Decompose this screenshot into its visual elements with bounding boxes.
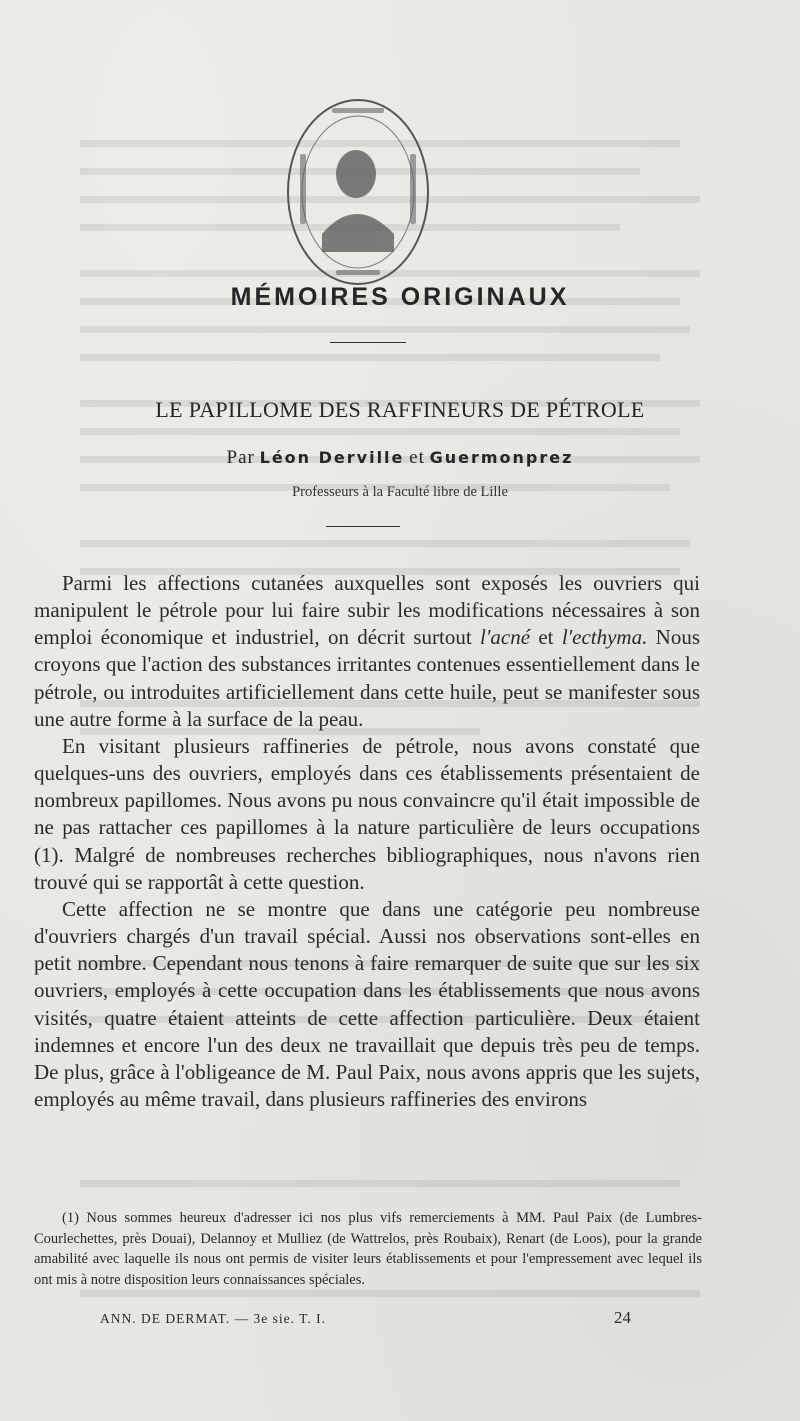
divider-rule (326, 526, 400, 527)
paragraph: Parmi les affections cutanées auxquelles sont exposés les ouvriers qui manipulent le pétrole pour lui faire subir les modifications nécessaires à son emploi économique et industriel, on décrit surtout l'acné et l'ecthyma. Nous croyons que l'action des substances irritantes contenues essentiellement dans le pétrole, ou introduites artificiellement dans cette huile, peut se manifester sous une autre forme à la surface de la peau. (34, 571, 701, 731)
term-ecthyma: l'ecthyma. (561, 625, 648, 650)
footnote-text: (1) Nous sommes heureux d'adresser ici nos plus vifs remerciements à MM. Paul Paix (de Lumbres-Courlechettes, près Douai), Delannoy et Mulliez (de Wattrelos, près Roubaix), Renart (de Loos), pour la grande amabilité avec laquelle ils nous ont permis de visiter leurs établissements et pour l'empressement avec lequel ils ont mis à notre disposition leurs connaissances spéciales. (34, 1210, 702, 1288)
page-number: 24 (614, 1308, 631, 1327)
author-affiliation: Professeurs à la Faculté libre de Lille (292, 484, 508, 500)
author-name: Léon Derville (259, 448, 405, 467)
article-title: LE PAPILLOME DES RAFFINEURS DE PÉTROLE (155, 397, 645, 422)
author-name: Guermonprez (429, 448, 574, 467)
authors-prefix: Par (226, 447, 255, 468)
paragraph: En visitant plusieurs raffineries de pétrole, nous avons constaté que quelques-uns des ouvriers, employés dans ces établissements présentaient de nombreux papillomes. Nous avons pu nous convaincre qu'il était impossible de ne pas rattacher ces papillomes à la nature particulière de leurs occupations (1). Malgré de nombreuses recherches bibliographiques, nous n'avons rien trouvé qui se rapportât à cette question. (34, 733, 700, 894)
footnote (34, 1208, 702, 1290)
section-title: MÉMOIRES ORIGINAUX (230, 283, 570, 311)
term-acne: l'acné (480, 625, 531, 650)
paragraph: Cette affection ne se montre que dans une catégorie peu nombreuse d'ouvriers chargés d'un travail spécial. Aussi nos observations sont-elles en petit nombre. Cependant nous tenons à faire remarquer de suite que sur les six ouvriers, employés à cette occupation dans les établissements que nous avons visités, quatre étaient atteints de cette affection particulière. Deux étaient indemnes et encore l'un des deux ne travaillait que depuis très peu de temps. De plus, grâce à l'obligeance de M. Paul Paix, nous avons appris que les sujets, employés au même travail, dans plusieurs raffineries des environs (34, 896, 700, 1111)
authors-conjunction: et (409, 447, 425, 468)
library-stamp (282, 94, 434, 290)
article-body (34, 570, 700, 1113)
journal-reference: ANN. DE DERMAT. — 3e sie. T. I. (100, 1311, 326, 1326)
divider-rule (330, 342, 406, 343)
authors-line (0, 447, 800, 469)
